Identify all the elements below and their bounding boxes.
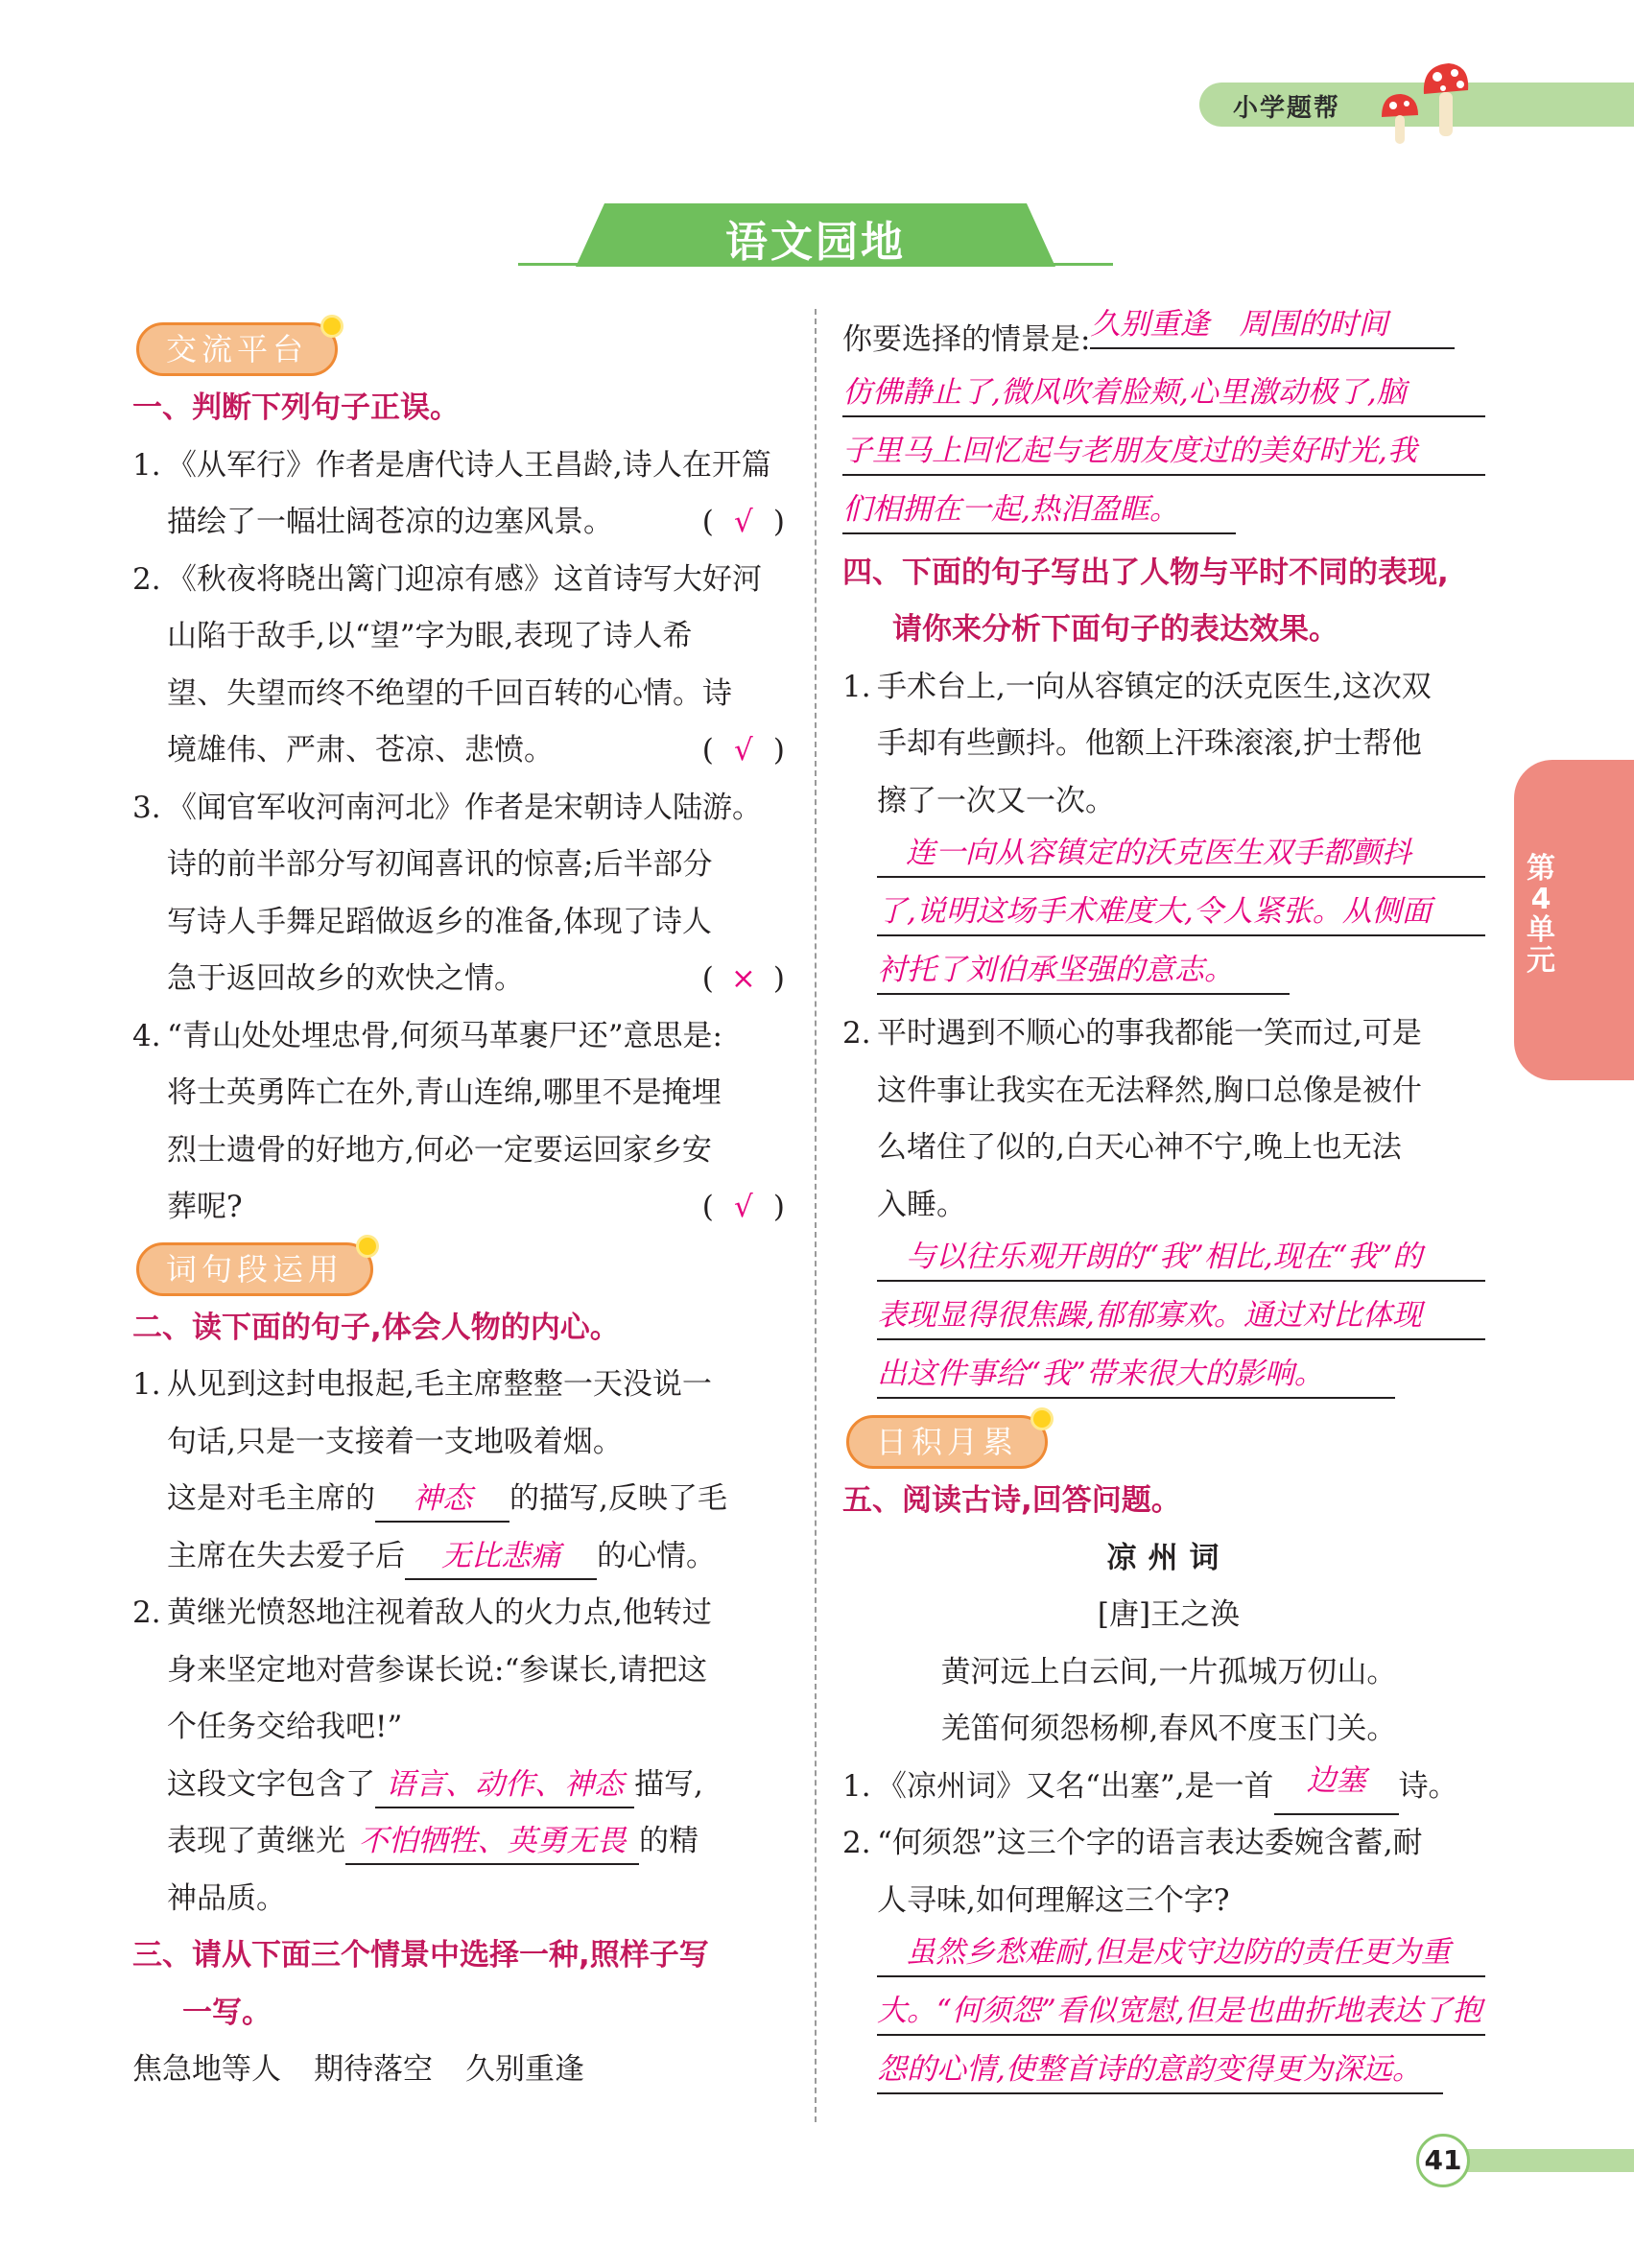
fill-prompt: 这是对毛主席的 (167, 1481, 375, 1516)
item-text: 境雄伟、严肃、苍凉、悲愤。 (167, 733, 554, 768)
item-number: 2. (132, 1595, 161, 1630)
item-text: 这件事让我实在无法释然,胸口总像是被什 (877, 1073, 1422, 1108)
answer-blank[interactable]: 语言、动作、神态 (375, 1762, 634, 1808)
fill-prompt: 这段文字包含了 (167, 1766, 375, 1802)
item-text: 诗的前半部分写初闻喜讯的惊喜;后半部分 (167, 847, 713, 882)
q5-item-1 (842, 1759, 1495, 1816)
fill-prompt: 的描写,反映了毛 (509, 1481, 727, 1516)
right-column (842, 301, 1495, 2105)
item-text: 黄继光愤怒地注视着敌人的火力点,他转过 (167, 1595, 712, 1630)
item-text: “何须怨”这三个字的语言表达委婉含蓄,耐 (877, 1826, 1423, 1860)
item-text: 将士英勇阵亡在外,青山连绵,哪里不是掩埋 (167, 1075, 722, 1110)
item-text: 手术台上,一向从容镇定的沃克医生,这次双 (877, 669, 1432, 704)
judgment-box: ( √ ) (702, 722, 785, 780)
item-number: 2. (132, 561, 161, 597)
item-number: 1. (842, 1768, 871, 1804)
judgment-box: ( × ) (702, 951, 785, 1008)
scenario-prompt: 你要选择的情景是: (842, 322, 1091, 357)
poem-title: 凉州词 (1106, 1540, 1231, 1575)
fill-prompt: 的精 (639, 1824, 699, 1858)
item-text: 写诗人手舞足蹈做返乡的准备,体现了诗人 (167, 904, 712, 939)
answer-line[interactable]: 们相拥在一起,热泪盈眶。 (842, 486, 1236, 534)
item-number: 2. (842, 1016, 871, 1051)
q1-item-3 (132, 780, 785, 1008)
item-number: 2. (842, 1826, 871, 1860)
unit-tab-label: 第4单元 (1527, 852, 1555, 978)
poem-author: [唐]王之涣 (1097, 1597, 1241, 1632)
item-text: 个任务交给我吧!” (167, 1710, 403, 1744)
q4-item-2 (842, 1005, 1495, 1399)
item-text: 《闻官军收河南河北》作者是宋朝诗人陆游。 (167, 790, 762, 825)
item-text: 身来坚定地对营参谋长说:“参谋长,请把这 (167, 1652, 708, 1688)
q2-item-1 (132, 1357, 785, 1585)
fill-prompt: 表现了黄继光 (167, 1824, 345, 1858)
item-text: 烈士遗骨的好地方,何必一定要运回家乡安 (167, 1132, 712, 1168)
column-divider (815, 309, 817, 2122)
judgment-mark: √ (734, 1190, 753, 1224)
fill-prompt: 《凉州词》又名“出塞”,是一首 (877, 1768, 1274, 1804)
item-text: 《从军行》作者是唐代诗人王昌龄,诗人在开篇 (167, 447, 771, 483)
item-number: 3. (132, 790, 161, 825)
judgment-mark: √ (734, 733, 753, 768)
item-text: 么堵住了似的,白天心神不宁,晚上也无法 (877, 1130, 1402, 1165)
answer-blank[interactable]: 不怕牺牲、英勇无畏 (345, 1819, 639, 1865)
answer-line[interactable]: 出这件事给“我”带来很大的影响。 (877, 1351, 1395, 1399)
fill-prompt: 主席在失去爱子后 (167, 1538, 405, 1573)
item-text: 平时遇到不顺心的事我都能一笑而过,可是 (877, 1016, 1422, 1051)
footer-band (1444, 2149, 1634, 2172)
question-3-heading-cont: 一写。 (182, 1995, 272, 2030)
scenario-options (132, 2042, 785, 2099)
answer-line[interactable]: 衬托了刘伯承坚强的意志。 (877, 947, 1290, 995)
q2-item-2 (132, 1585, 785, 1927)
scenario-option: 久别重逢 (465, 2052, 584, 2087)
answer-blank[interactable]: 边塞 (1274, 1759, 1399, 1816)
fill-prompt: 的心情。 (597, 1538, 716, 1573)
question-1-heading: 一、判断下列句子正误。 (132, 390, 460, 425)
poem-line: 羌笛何须怨杨柳,春风不度玉门关。 (940, 1712, 1397, 1746)
page-number: 41 (1416, 2134, 1470, 2187)
answer-line[interactable]: 大。“何须怨”看似宽慰,但是也曲折地表达了抱 (877, 1988, 1485, 2036)
judgment-mark: √ (734, 505, 753, 539)
item-number: 1. (132, 447, 161, 483)
item-text: “青山处处埋忠骨,何须马革裹尸还”意思是: (167, 1018, 722, 1053)
question-5-heading: 五、阅读古诗,回答问题。 (842, 1483, 1181, 1518)
fill-prompt: 神品质。 (167, 1880, 286, 1916)
item-text: 人寻味,如何理解这三个字? (877, 1882, 1230, 1918)
q5-item-2 (842, 1815, 1495, 2094)
answer-line[interactable]: 表现显得很焦躁,郁郁寡欢。通过对比体现 (877, 1292, 1485, 1340)
item-text: 句话,只是一支接着一支地吸着烟。 (167, 1424, 623, 1459)
item-text: 葬呢? (167, 1190, 243, 1224)
item-text: 山陷于敌手,以“望”字为眼,表现了诗人希 (167, 619, 693, 653)
item-number: 1. (132, 1367, 161, 1402)
item-text: 《秋夜将晓出篱门迎凉有感》这首诗写大好河 (167, 561, 762, 597)
answer-line[interactable]: 连一向从容镇定的沃克医生双手都颤抖 (877, 830, 1485, 878)
judgment-box: ( √ ) (702, 1179, 785, 1237)
left-column (132, 317, 785, 2099)
item-number: 4. (132, 1018, 161, 1053)
question-4-heading: 四、下面的句子写出了人物与平时不同的表现, (842, 555, 1449, 590)
q1-item-4 (132, 1008, 785, 1237)
item-text: 从见到这封电报起,毛主席整整一天没说一 (167, 1367, 712, 1402)
answer-line[interactable]: 怨的心情,使整首诗的意韵变得更为深远。 (877, 2046, 1443, 2094)
poem-line: 黄河远上白云间,一片孤城万仞山。 (940, 1654, 1397, 1689)
fill-prompt: 描写, (634, 1766, 703, 1802)
question-3-heading: 三、请从下面三个情景中选择一种,照样子写 (132, 1938, 709, 1973)
item-text: 擦了一次又一次。 (877, 783, 1115, 818)
scenario-option: 期待落空 (314, 2052, 433, 2087)
judgment-mark: × (730, 961, 756, 996)
answer-blank[interactable]: 神态 (375, 1477, 509, 1523)
page-title: 语文园地 (725, 218, 906, 267)
mushroom-icon (1355, 56, 1470, 152)
section-label-communication: 交流平台 (136, 322, 338, 376)
item-text: 望、失望而终不绝望的千回百转的心情。诗 (167, 675, 732, 711)
q1-item-1 (132, 437, 785, 552)
answer-line[interactable]: 子里马上回忆起与老朋友度过的美好时光,我 (842, 428, 1485, 476)
fill-prompt: 诗。 (1398, 1768, 1458, 1804)
answer-line[interactable]: 了,说明这场手术难度大,令人紧张。从侧面 (877, 888, 1485, 936)
brand-name: 小学题帮 (1233, 94, 1341, 123)
judgment-box: ( √ ) (702, 494, 785, 552)
q4-item-1 (842, 659, 1495, 996)
item-text: 描绘了一幅壮阔苍凉的边塞风景。 (167, 505, 613, 539)
item-number: 1. (842, 669, 871, 704)
question-2-heading: 二、读下面的句子,体会人物的内心。 (132, 1310, 620, 1345)
section-label-usage: 词句段运用 (136, 1242, 373, 1296)
answer-line[interactable]: 久别重逢 周围的时间 (1090, 301, 1455, 349)
answer-line[interactable]: 与以往乐观开朗的“我”相比,现在“我”的 (877, 1234, 1485, 1282)
q1-item-2 (132, 552, 785, 780)
answer-line[interactable]: 仿佛静止了,微风吹着脸颊,心里激动极了,脑 (842, 369, 1485, 417)
item-text: 入睡。 (877, 1187, 966, 1222)
item-text: 手却有些颤抖。他额上汗珠滚滚,护士帮他 (877, 726, 1422, 761)
section-label-accumulation: 日积月累 (846, 1415, 1048, 1469)
answer-blank[interactable]: 无比悲痛 (405, 1534, 597, 1580)
question-4-heading-cont: 请你来分析下面句子的表达效果。 (892, 612, 1338, 647)
answer-line[interactable]: 虽然乡愁难耐,但是戍守边防的责任更为重 (877, 1929, 1485, 1977)
item-text: 急于返回故乡的欢快之情。 (167, 961, 524, 996)
scenario-option: 焦急地等人 (132, 2052, 281, 2087)
